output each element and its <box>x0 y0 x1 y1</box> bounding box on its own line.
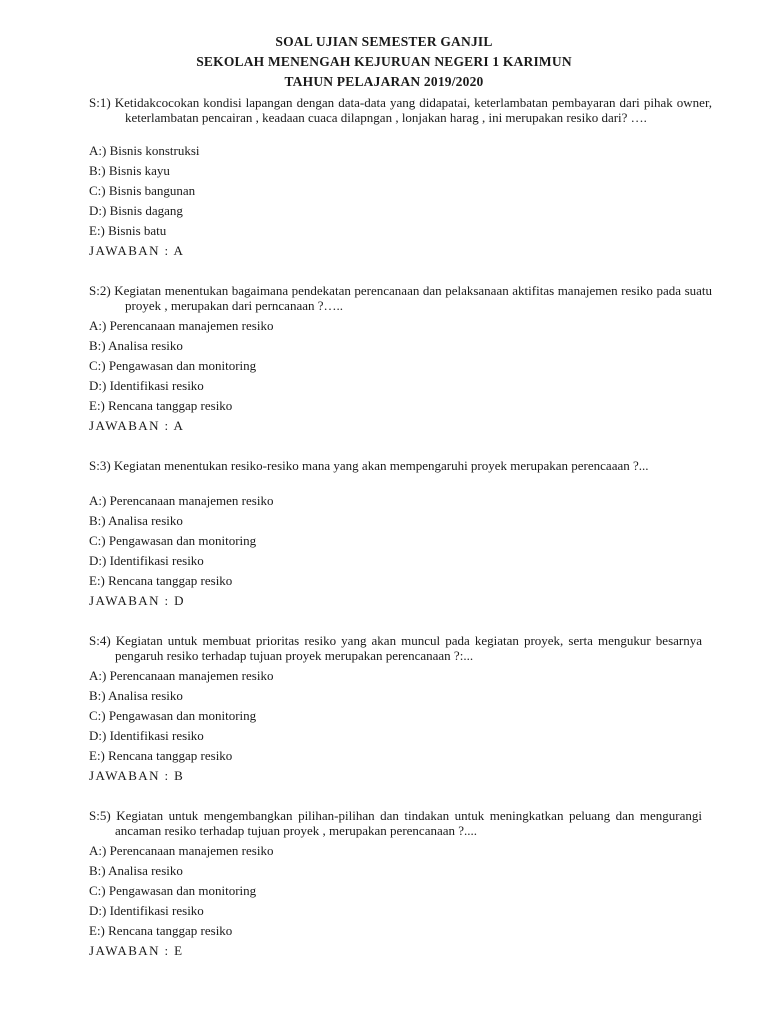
question-5-option-e: E:) Rencana tanggap resiko <box>89 923 233 938</box>
header-school: SEKOLAH MENENGAH KEJURUAN NEGERI 1 KARIMUN <box>196 54 572 69</box>
header-year: TAHUN PELAJARAN 2019/2020 <box>284 74 484 89</box>
question-5-number: S:5) <box>89 808 117 823</box>
question-5-option-d: D:) Identifikasi resiko <box>89 903 204 918</box>
question-4-text: Kegiatan untuk membuat prioritas resiko yang akan muncul pada kegiatan proyek, serta mengukur besarnya pengaruh resiko terhadap tujuan proyek merupakan perencanaan ?:... <box>115 633 703 663</box>
question-5-answer: JAWABAN : E <box>89 943 184 958</box>
question-3-option-b: B:) Analisa resiko <box>89 513 183 528</box>
question-4-option-a: A:) Perencanaan manajemen resiko <box>89 668 274 683</box>
question-1-text: Ketidakcocokan kondisi lapangan dengan data-data yang didapatai, keterlambatan pembayaran dari pihak owner, keterlambatan pencairan , keadaan cuaca dilapngan , lonjakan harag , ini merupakan resiko dari? …. <box>114 95 712 125</box>
question-3-option-d: D:) Identifikasi resiko <box>89 553 204 568</box>
question-1-option-a: A:) Bisnis konstruksi <box>89 143 200 158</box>
question-2-option-b: B:) Analisa resiko <box>89 338 183 353</box>
question-5-option-b: B:) Analisa resiko <box>89 863 183 878</box>
question-4-option-c: C:) Pengawasan dan monitoring <box>89 708 257 723</box>
question-4-option-b: B:) Analisa resiko <box>89 688 183 703</box>
question-3-option-c: C:) Pengawasan dan monitoring <box>89 533 257 548</box>
question-2 <box>89 284 712 313</box>
question-5 <box>89 809 702 838</box>
question-1-option-e: E:) Bisnis batu <box>89 223 167 238</box>
question-3-answer: JAWABAN : D <box>89 593 185 608</box>
question-3-option-e: E:) Rencana tanggap resiko <box>89 573 233 588</box>
question-1 <box>89 96 712 125</box>
question-3-number: S:3) <box>89 458 114 473</box>
question-2-option-e: E:) Rencana tanggap resiko <box>89 398 233 413</box>
question-4-option-e: E:) Rencana tanggap resiko <box>89 748 233 763</box>
question-2-number: S:2) <box>89 283 115 298</box>
question-4-number: S:4) <box>89 633 116 648</box>
question-4-answer: JAWABAN : B <box>89 768 185 783</box>
question-2-text: Kegiatan menentukan bagaimana pendekatan perencanaan dan pelaksanaan aktifitas manajemen resiko pada suatu proyek , merupakan dari perncanaan ?….. <box>114 283 713 313</box>
question-2-answer: JAWABAN : A <box>89 418 185 433</box>
question-1-answer: JAWABAN : A <box>89 243 185 258</box>
question-4 <box>89 634 702 663</box>
question-1-option-b: B:) Bisnis kayu <box>89 163 170 178</box>
question-1-number: S:1) <box>89 95 115 110</box>
question-2-option-a: A:) Perencanaan manajemen resiko <box>89 318 274 333</box>
question-1-option-c: C:) Bisnis bangunan <box>89 183 196 198</box>
question-4-option-d: D:) Identifikasi resiko <box>89 728 204 743</box>
question-1-option-d: D:) Bisnis dagang <box>89 203 183 218</box>
question-2-option-d: D:) Identifikasi resiko <box>89 378 204 393</box>
question-3-option-a: A:) Perencanaan manajemen resiko <box>89 493 274 508</box>
question-5-option-a: A:) Perencanaan manajemen resiko <box>89 843 274 858</box>
question-5-text: Kegiatan untuk mengembangkan pilihan-pilihan dan tindakan untuk meningkatkan peluang dan mengurangi ancaman resiko terhadap tujuan proyek , merupakan perencanaan ?.... <box>115 808 702 838</box>
question-5-option-c: C:) Pengawasan dan monitoring <box>89 883 257 898</box>
question-3 <box>89 459 712 474</box>
question-2-option-c: C:) Pengawasan dan monitoring <box>89 358 257 373</box>
question-3-text: Kegiatan menentukan resiko-resiko mana yang akan mempengaruhi proyek merupakan perencaaan ?... <box>113 458 649 473</box>
header-title: SOAL UJIAN SEMESTER GANJIL <box>275 34 493 49</box>
